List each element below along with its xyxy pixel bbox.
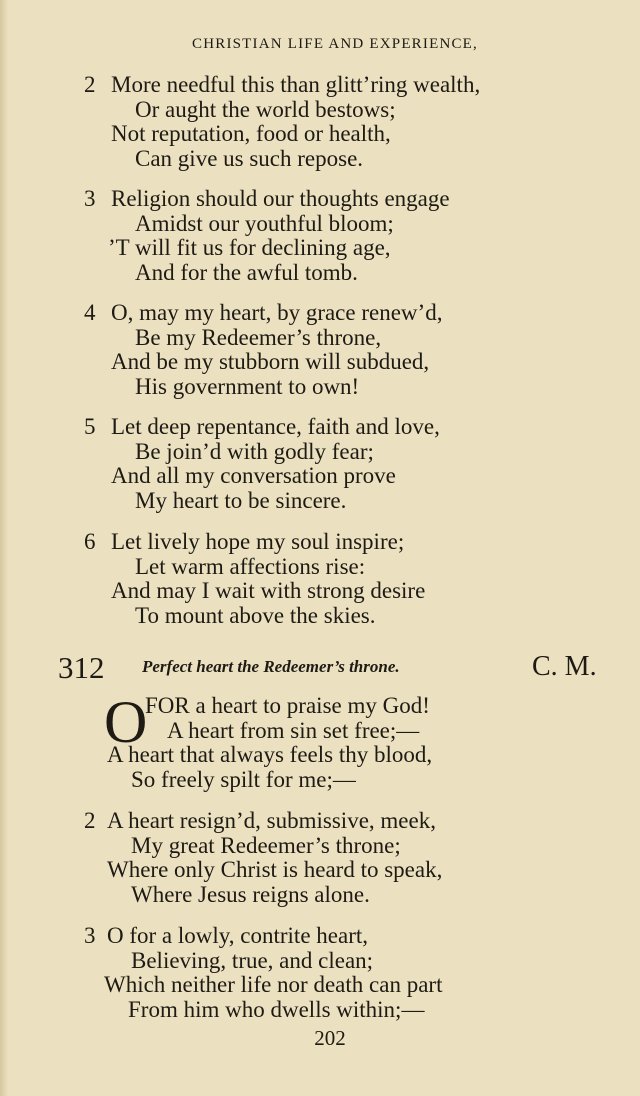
stanza-number: 5 (84, 414, 96, 439)
hymn-meter: C. M. (532, 651, 597, 682)
stanza-line: And may I wait with strong desire (111, 578, 426, 603)
stanza-number: 3 (84, 186, 96, 211)
stanza-line: A heart from sin set free;— (167, 717, 420, 743)
stanza-line: FOR a heart to praise my God! (145, 693, 430, 718)
stanza-line: My great Redeemer’s throne; (131, 832, 401, 858)
stanza-line: And all my conversation prove (111, 463, 396, 488)
running-head: CHRISTIAN LIFE AND EXPERIENCE, (192, 36, 478, 52)
stanza-line: So freely spilt for me;— (131, 766, 356, 792)
stanza-line: 2 More needful this than glitt’ring wealth, (84, 72, 481, 97)
stanza-line: Be my Redeemer’s throne, (135, 324, 382, 350)
page-number: 202 (314, 1026, 346, 1050)
stanza-2 (0, 73, 640, 171)
stanza-4 (0, 301, 640, 399)
stanza-line: Where Jesus reigns alone. (131, 881, 370, 907)
stanza-line: His government to own! (135, 373, 360, 399)
stanza-5 (0, 415, 640, 513)
stanza-line: Amidst our youthful bloom; (135, 210, 394, 236)
stanza-line: And for the awful tomb. (135, 259, 358, 285)
hymn-stanza-2 (0, 809, 640, 907)
drop-cap: O (104, 689, 148, 755)
hymn-heading (0, 650, 640, 684)
stanza-6 (0, 530, 640, 628)
stanza-line: Believing, true, and clean; (131, 947, 374, 973)
stanza-3 (0, 187, 640, 285)
stanza-line: Can give us such repose. (135, 145, 364, 171)
stanza-line: From him who dwells within;— (128, 996, 425, 1022)
stanza-line: Let warm affections rise: (135, 553, 366, 579)
stanza-line: 3 Religion should our thoughts engage (84, 186, 450, 211)
stanza-line: 3 O for a lowly, contrite heart, (84, 923, 368, 948)
hymn-title: Perfect heart the Redeemer’s throne. (142, 657, 400, 676)
stanza-line: And be my stubborn will subdued, (111, 349, 430, 374)
hymn-stanza-3 (0, 924, 640, 1022)
stanza-line: Be join’d with godly fear; (135, 438, 374, 464)
stanza-line: 4 O, may my heart, by grace renew’d, (84, 300, 443, 325)
stanza-line: Which neither life nor death can part (104, 972, 443, 997)
stanza-line: Where only Christ is heard to speak, (107, 857, 443, 882)
stanza-number: 3 (84, 923, 96, 948)
stanza-line: 5 Let deep repentance, faith and love, (84, 414, 440, 439)
stanza-line: 6 Let lively hope my soul inspire; (84, 529, 405, 554)
stanza-line: To mount above the skies. (135, 602, 376, 628)
stanza-line: ’T will fit us for declining age, (108, 235, 391, 260)
stanza-line: Not reputation, food or health, (111, 121, 391, 146)
stanza-line: A heart that always feels thy blood, (107, 742, 433, 767)
stanza-number: 2 (84, 72, 96, 97)
stanza-line: My heart to be sincere. (135, 487, 347, 513)
stanza-number: 6 (84, 529, 96, 554)
stanza-line: 2 A heart resign’d, submissive, meek, (84, 808, 436, 833)
hymn-number: 312 (58, 650, 105, 685)
stanza-number: 2 (84, 808, 96, 833)
hymn-first-stanza (0, 689, 640, 792)
stanza-number: 4 (84, 300, 96, 325)
stanza-line: Or aught the world bestows; (135, 96, 396, 122)
